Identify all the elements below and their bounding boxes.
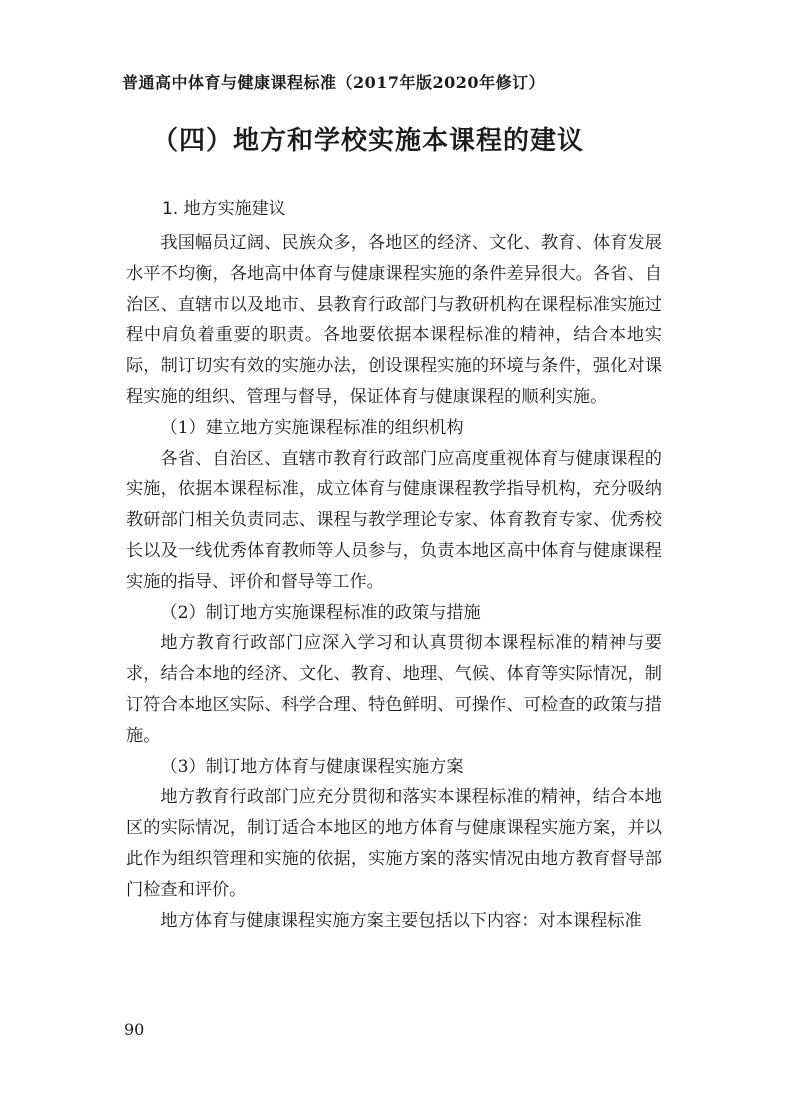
item-heading-3: （3）制订地方体育与健康课程实施方案	[160, 756, 464, 777]
paragraph-item-1: 各省、自治区、直辖市教育行政部门应高度重视体育与健康课程的实施，依据本课程标准，成立体育与健康课程教学指导机构，充分吸纳教研部门相关负责同志、课程与教学理论专家、体育教育专家、优秀校长以及一线优秀体育教师等人员参与，负责本地区高中体育与健康课程实施的指导、评价和督导等工作。	[126, 448, 662, 592]
section-title: （四）地方和学校实施本课程的建议	[152, 126, 585, 156]
page-number: 90	[124, 1020, 145, 1039]
subsection-title: 1. 地方实施建议	[162, 199, 286, 219]
body-text	[126, 228, 662, 936]
paragraph-plan-contents: 地方体育与健康课程实施方案主要包括以下内容：对本课程标准	[160, 910, 642, 931]
item-heading-1: （1）建立地方实施课程标准的组织机构	[160, 417, 464, 438]
paragraph-item-2: 地方教育行政部门应深入学习和认真贯彻本课程标准的精神与要求，结合本地的经济、文化、教育、地理、气候、体育等实际情况，制订符合本地区实际、科学合理、特色鲜明、可操作、可检查的政策与措施。	[126, 633, 662, 746]
paragraph-intro: 我国幅员辽阔、民族众多，各地区的经济、文化、教育、体育发展水平不均衡，各地高中体育与健康课程实施的条件差异很大。各省、自治区、直辖市以及地市、县教育行政部门与教研机构在课程标准实施过程中肩负着重要的职责。各地要依据本课程标准的精神，结合本地实际，制订切实有效的实施办法，创设课程实施的环境与条件，强化对课程实施的组织、管理与督导，保证体育与健康课程的顺利实施。	[126, 233, 662, 407]
paragraph-item-3: 地方教育行政部门应充分贯彻和落实本课程标准的精神，结合本地区的实际情况，制订适合本地区的地方体育与健康课程实施方案，并以此作为组织管理和实施的依据，实施方案的落实情况由地方教育督导部门检查和评价。	[126, 787, 662, 900]
running-header: 普通高中体育与健康课程标准（2017年版2020年修订）	[122, 73, 546, 92]
item-heading-2: （2）制订地方实施课程标准的政策与措施	[160, 602, 481, 623]
